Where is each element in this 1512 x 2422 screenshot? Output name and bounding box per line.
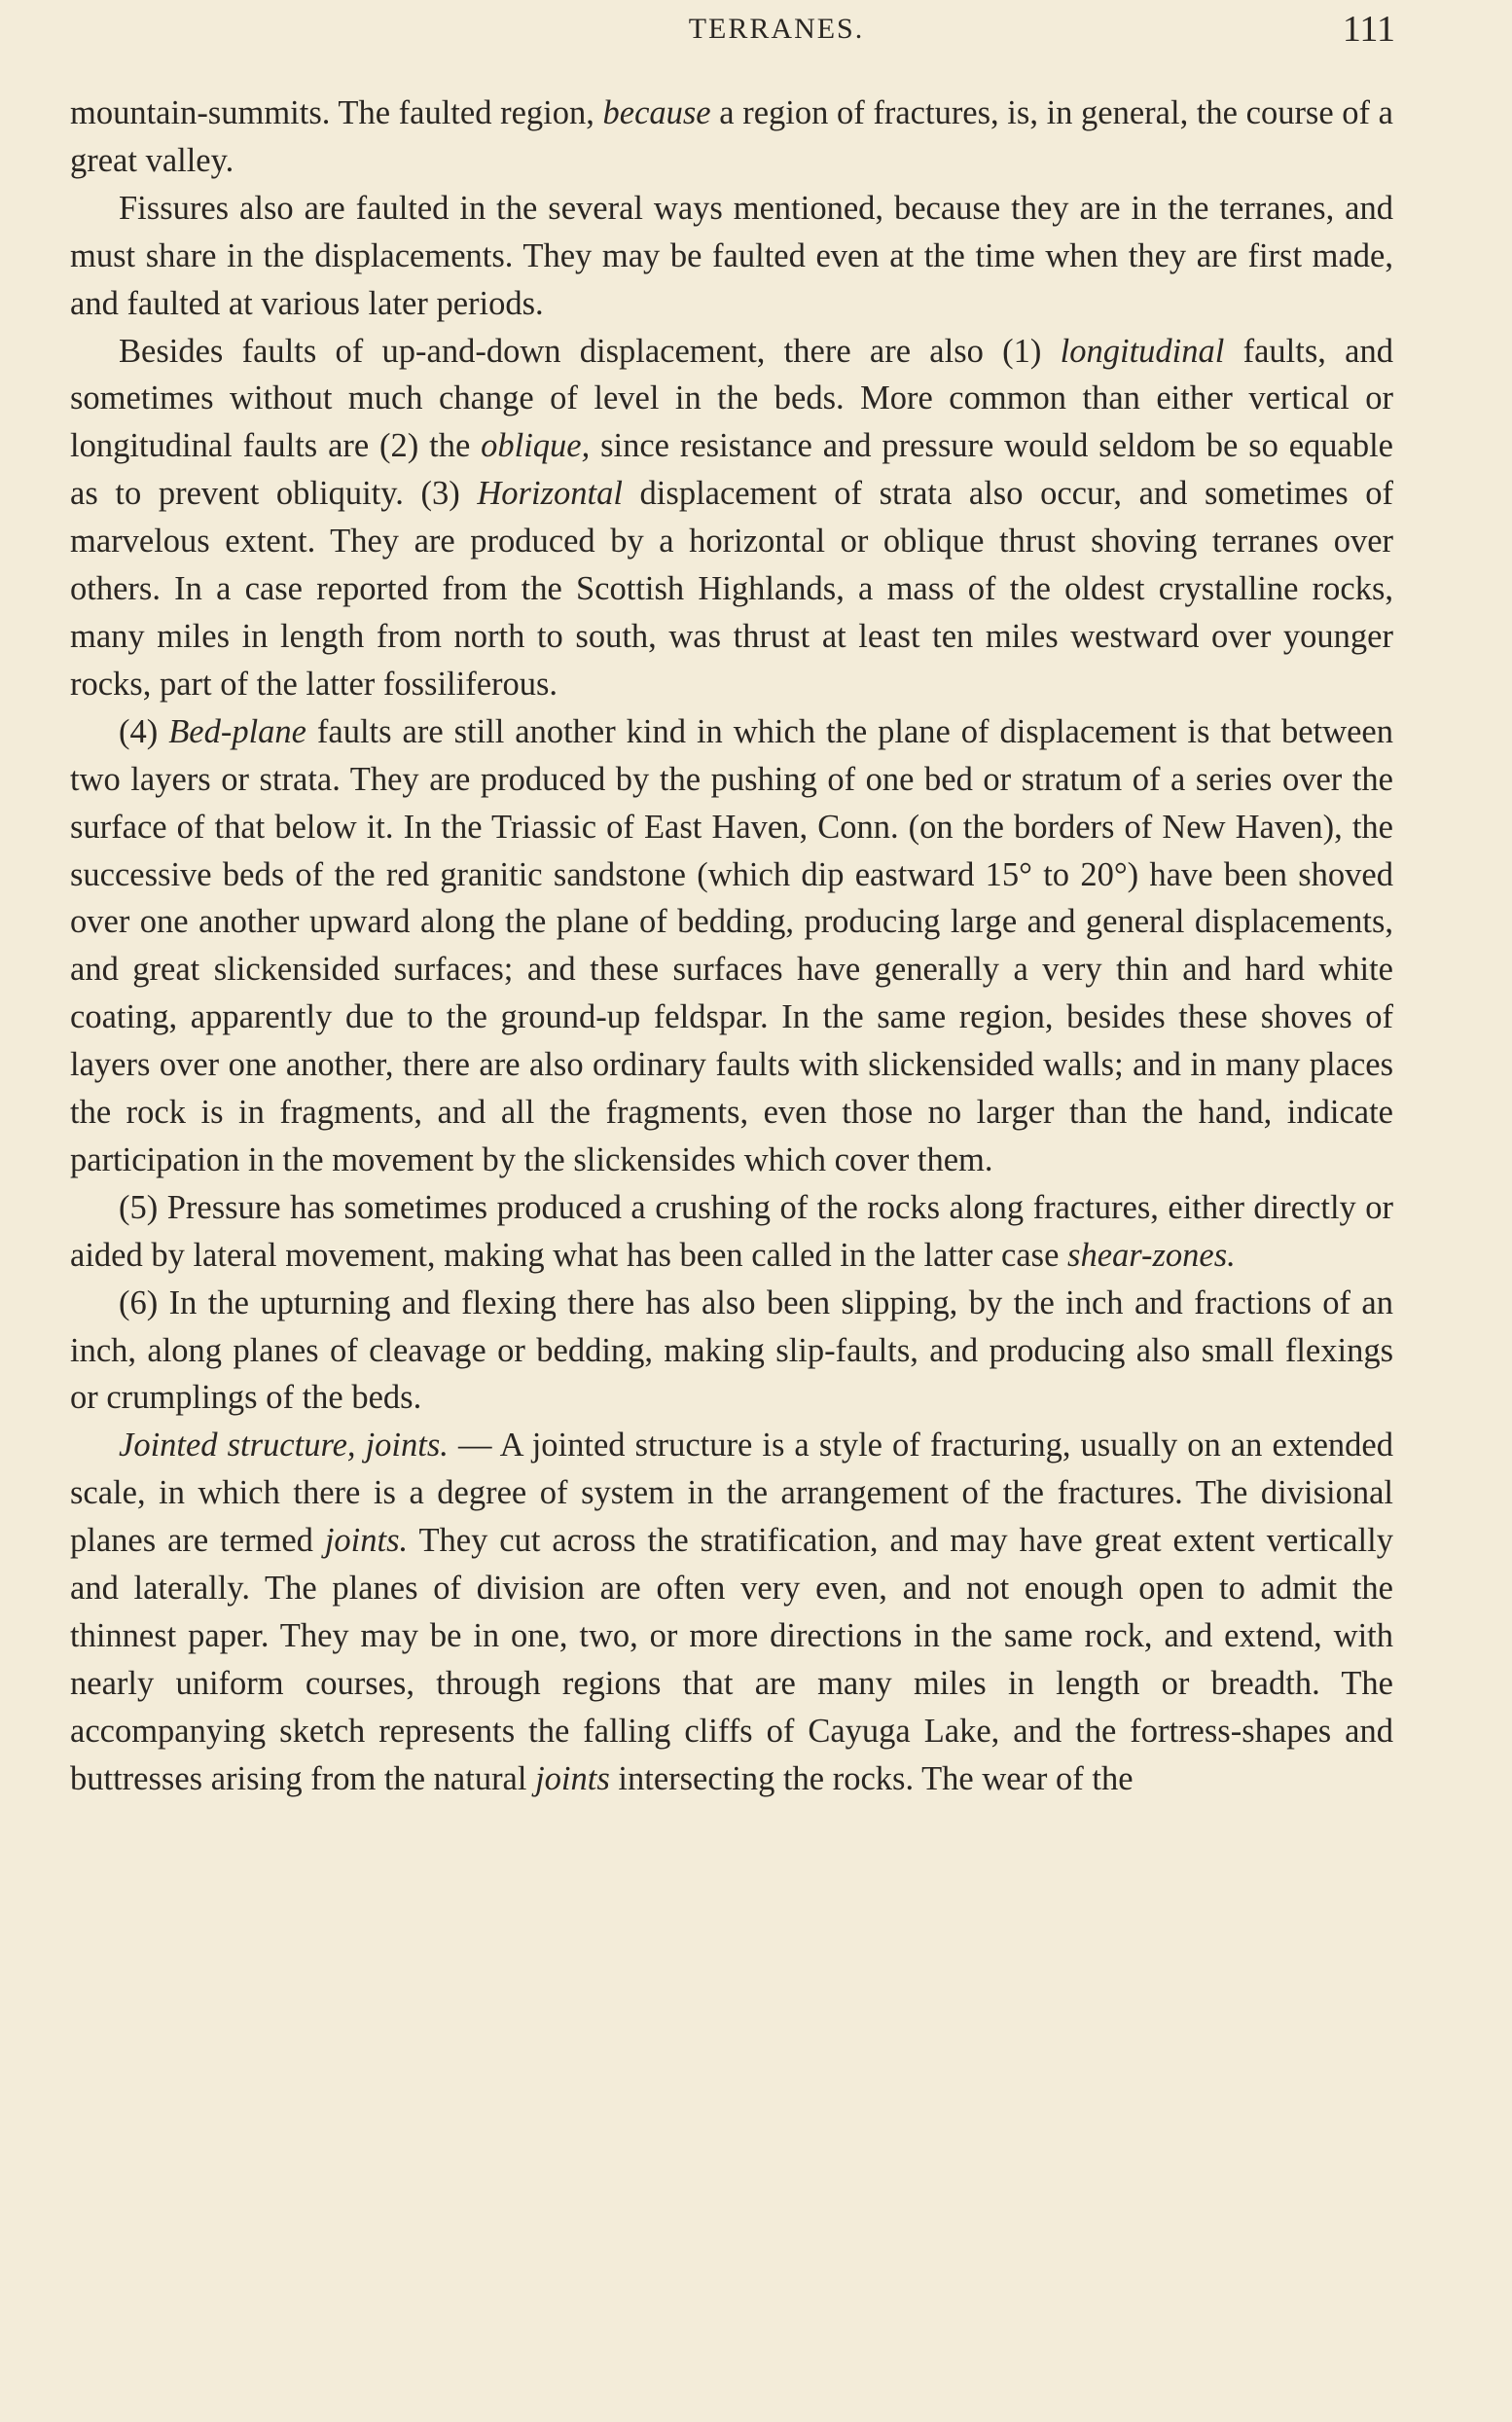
text-run: They cut across the stratification, and may have great extent vertically and laterally. The planes of division are often very even, and not enough open to admit the thinnest paper. They may be in one, two, or more directions in the same rock, and extend, with nearly uniform courses, through regions that are many miles in length or breadth. The accompanying sketch represents the falling cliffs of Cayuga Lake, and the fortress-shapes and buttresses arising from the natural xyxy=(70,1522,1393,1797)
italic-term: Bed-plane xyxy=(168,712,306,750)
italic-term: joints. xyxy=(324,1522,409,1560)
italic-term: because xyxy=(602,94,711,131)
paragraph xyxy=(70,1184,1393,1280)
text-run: intersecting the rocks. The wear of the xyxy=(609,1759,1134,1797)
paragraph xyxy=(70,1280,1393,1423)
paragraph xyxy=(70,1422,1393,1802)
text-run: (6) In the upturning and flexing there has also been slipping, by the inch and fractions of an inch, along planes of cleavage or bedding, making slip-faults, and producing also small flexings or crumplings of the beds. xyxy=(70,1283,1393,1417)
text-run: (5) Pressure has sometimes produced a crushing of the rocks along fractures, either directly or aided by lateral movement, making what has been called in the latter case xyxy=(70,1188,1393,1274)
text-run: a region of fractures, is, in general, the course of a great valley. xyxy=(70,94,1393,179)
text-run: Besides faults of up-and-down displacement, there are also (1) xyxy=(119,332,1061,370)
text-run: mountain-summits. The faulted region, xyxy=(70,94,603,131)
italic-term: longitudinal xyxy=(1060,332,1225,370)
text-run: since resistance and pressure would seldom be so equable as to prevent obliquity. (3) xyxy=(70,427,1393,513)
text-run: Fissures also are faulted in the several ways mentioned, because they are in the terranes, and must share in the displacements. They may be faulted even at the time when they are first made, and faulted at various later periods. xyxy=(70,189,1393,322)
paragraph xyxy=(70,328,1393,708)
italic-term: Horizontal xyxy=(477,475,623,513)
text-run: faults, and sometimes without much change of level in the beds. More common than either vertical or longitudinal faults are (2) the xyxy=(70,332,1393,465)
text-run: — A jointed structure is a style of fracturing, usually on an extended scale, in which there is a degree of system in the arrangement of the fractures. The divisional planes are termed xyxy=(70,1427,1393,1560)
text-run: faults are still another kind in which the plane of displacement is that between two layers or strata. They are produced by the pushing of one bed or stratum of a series over the surface of that below it. In the Triassic of East Haven, Conn. (on the borders of New Haven), the successive beds of the red granitic sandstone (which dip eastward 15° to 20°) have been shoved over one another upward along the plane of bedding, producing large and general displacements, and great slickensided surfaces; and these surfaces have generally a very thin and hard white coating, apparently due to the ground-up feldspar. In the same region, besides these shoves of layers over one another, there are also ordinary faults with slickensided walls; and in many places the rock is in fragments, and all the fragments, even those no larger than the hand, indicate participation in the movement by the slickensides which cover them. xyxy=(70,712,1393,1178)
italic-term: joints xyxy=(535,1759,610,1797)
page-header xyxy=(70,8,1395,51)
italic-term: shear-zones. xyxy=(1067,1236,1236,1274)
page-number: 111 xyxy=(1342,9,1395,50)
body-text xyxy=(70,90,1393,1803)
text-run: displacement of strata also occur, and sometimes of marvelous extent. They are produced by a horizontal or oblique thrust shoving terranes over others. In a case reported from the Scottish Highlands, a mass of the oldest crystalline rocks, many miles in length from north to south, was thrust at least ten miles westward over younger rocks, part of the latter fossiliferous. xyxy=(70,475,1393,703)
italic-term: Jointed structure, joints. xyxy=(119,1427,449,1464)
paragraph xyxy=(70,185,1393,328)
paragraph xyxy=(70,90,1393,185)
italic-term: oblique, xyxy=(481,427,591,465)
running-head: TERRANES. xyxy=(688,13,865,45)
text-run: (4) xyxy=(119,712,169,750)
paragraph xyxy=(70,708,1393,1184)
